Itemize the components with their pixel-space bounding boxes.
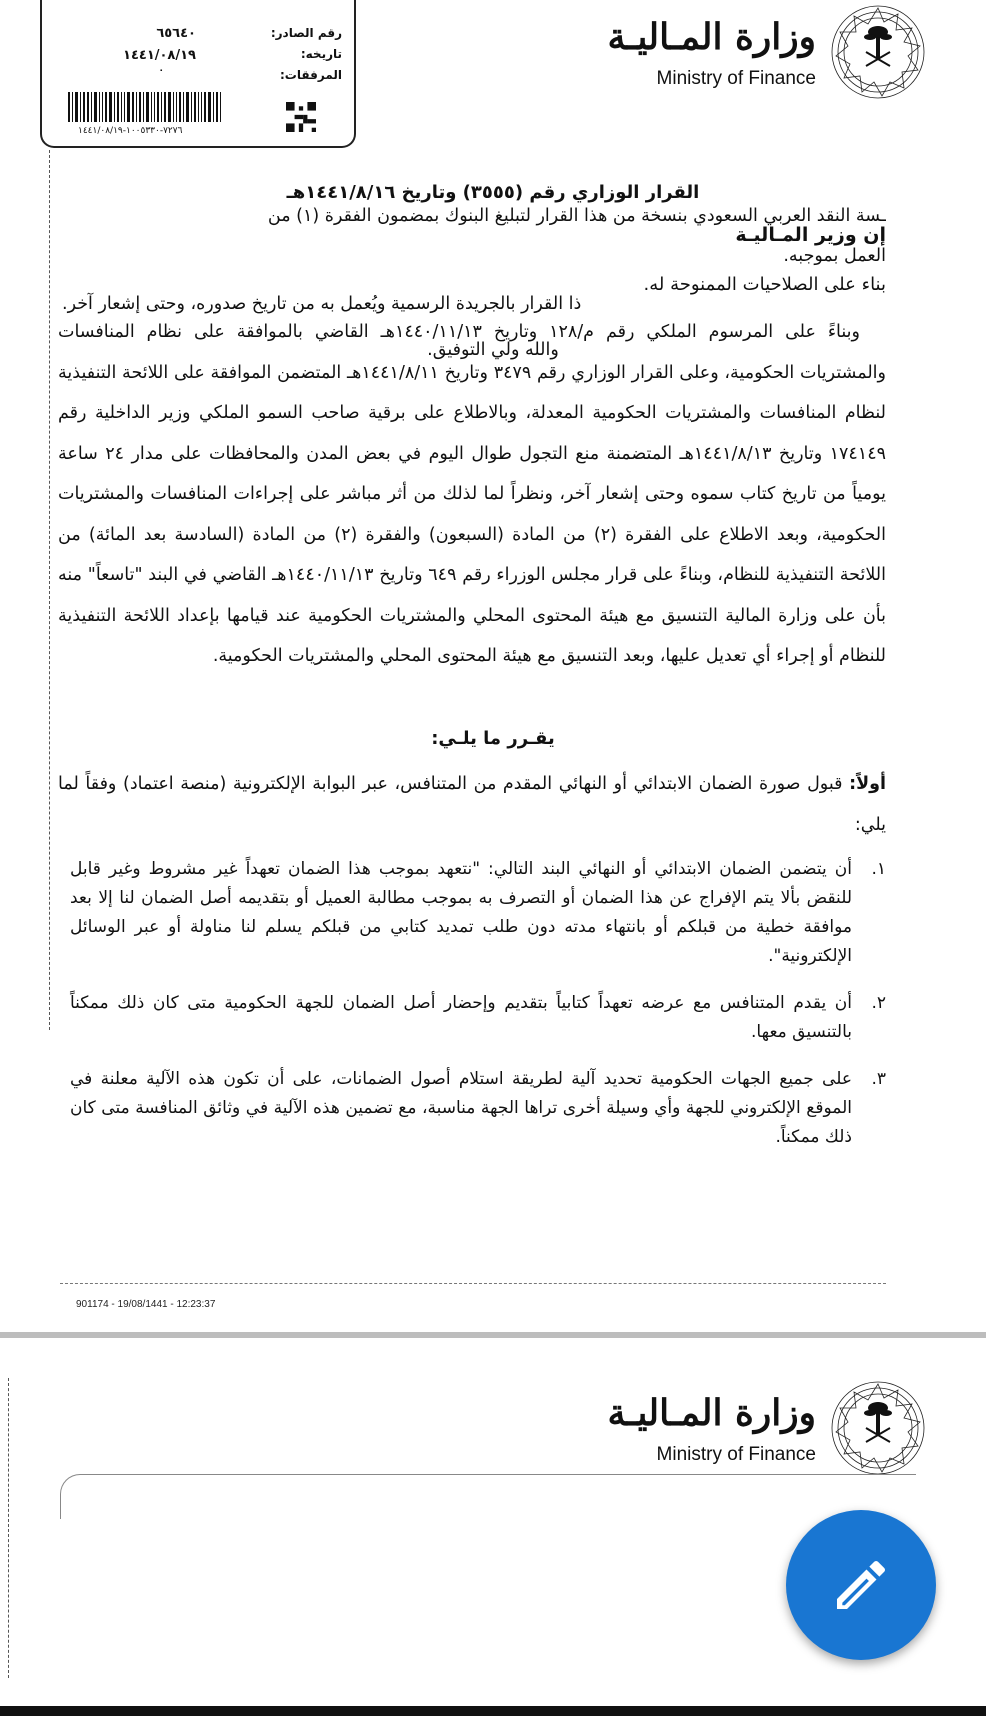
ministry-name-arabic: وزارة المـاليـة [607,16,816,58]
page2-line-2: العمل بموجبه. [783,246,886,266]
preamble-paragraph: وبناءً على المرسوم الملكي رقم م/١٢٨ وتاريخ ١٤٤٠/١١/١٣هـ القاضي بالموافقة على نظام المنافسات والمشتريات الحكومية، وعلى القرار الوزاري رقم ٣٤٧٩ وتاريخ ١٤٤١/٨/١١هـ المتضمن الموافقة على اللائحة التنفيذية لنظام المنافسات والمشتريات الحكومية المعدلة، وبالاطلاع على برقية صاحب السمو الملكي وزير الداخلية رقم ١٧٤١٤٩ وتاريخ ١٤٤١/٨/١٣هـ المتضمنة منع التجول طوال اليوم في بعض المدن والمحافظات على مدار ٢٤ ساعة يومياً من تاريخ كتاب سموه وحتى إشعار آخر، ونظراً لما لذلك من أثر مباشر على إجراءات المنافسات والمشتريات الحكومية، وبعد الاطلاع على الفقرة (٢) من المادة (السبعون) والفقرة (٢) من المادة (السادسة بعد المائة) من اللائحة التنفيذية للنظام، وبناءً على قرار مجلس الوزراء رقم ٦٤٩ وتاريخ ١٤٤٠/١١/١٣هـ القاضي في البند "تاسعاً" منه بأن على وزارة المالية التنسيق مع هيئة المحتوى المحلي والمشتريات الحكومية عند قيامها بإعداد اللائحة التنفيذية للنظام أو إجراء أي تعديل عليها، وبعد التنسيق مع هيئة المحتوى المحلي والمشتريات الحكومية. [58,322,886,666]
list-item-text: أن يتضمن الضمان الابتدائي أو النهائي البند التالي: "نتعهد بموجب هذا الضمان تعهداً غير مشروط وغير قابل للنقض بألا يتم الإفراج عن هذا الضمان أو التصرف به بموجب مطالبة العميل أو بتقديمه أصل الضمان لنا إلا بعد موافقة خطية من قبلكم أو بانتهاء مدته دون طلب تمديد كتابي من قبلكم يسلم لنا مناولة أو عبر الوسائل الإلكترونية". [70,859,852,966]
list-item-number: ٣. [871,1069,886,1089]
minister-heading: إن وزير المـاليـة [735,224,886,246]
margin-rule [8,1378,9,1678]
page2-line-1: ـسة النقد العربي السعودي بنسخة من هذا القرار لتبليغ البنوك بمضمون الفقرة (١) من [267,206,886,226]
frame-line [60,1474,916,1519]
page2-line-3: ذا القرار بالجريدة الرسمية ويُعمل به من تاريخ صدوره، وحتى إشعار آخر. [62,294,582,314]
ministry-name-english: Ministry of Finance [656,1444,816,1465]
attachments-label: المرفقات: [280,68,342,82]
list-item [70,855,886,971]
list-item-text: على جميع الجهات الحكومية تحديد آلية لطريقة استلام أصول الضمانات، على أن تكون هذه الآلية معلنة في الموقع الإلكتروني للجهة وأي وسيلة أخرى تراها الجهة مناسبة، مع تضمين هذه الآلية في وثائق المنافسة متى كان ذلك ممكناً. [70,1069,852,1147]
article-first-label: أولاً: [849,774,886,794]
qr-code-icon [286,102,316,132]
ministry-logo [598,2,928,102]
saudi-emblem-icon [828,2,928,102]
list-item-number: ١. [871,859,886,879]
decision-title: القرار الوزاري رقم (٣٥٥٥) وتاريخ ١٤٤١/٨/١٦هـ [286,182,700,203]
ref-number-label: رقم الصادر: [270,26,342,40]
edit-fab-button[interactable] [786,1510,936,1660]
list-item [70,989,886,1047]
conditions-list [70,855,886,1170]
bottom-bar [0,1706,986,1716]
ref-number-value: ٦٥٦٤٠ [156,26,196,41]
list-item-text: أن يقدم المتنافس مع عرضه تعهداً كتابياً بتقديم وإحضار أصل الضمان للجهة الحكومية متى كان ذلك ممكناً بالتنسيق معها. [70,993,852,1042]
ref-date-value: ١٤٤١/٠٨/١٩ [123,48,196,63]
article-first-text: قبول صورة الضمان الابتدائي أو النهائي المقدم من المتنافس، عبر البوابة الإلكترونية (منصة اعتماد) وفقاً لما يلي: [58,774,886,835]
ministry-logo [598,1378,928,1478]
decides-heading: يقـرر ما يلـي: [431,728,555,749]
intro-line: بناء على الصلاحيات الممنوحة له. [643,274,886,295]
article-first [58,764,886,845]
attachments-value: ٠ [158,66,164,76]
list-item-number: ٢. [871,993,886,1013]
barcode-icon [68,92,258,122]
reference-stamp [40,0,356,148]
list-item [70,1065,886,1152]
margin-rule [49,150,50,1030]
saudi-emblem-icon [828,1378,928,1478]
barcode-text: ٧٢٧٦-١٠٠٥٣٣٠-١٤٤١/٠٨/١٩ [78,126,183,136]
ministry-name-arabic: وزارة المـاليـة [607,1392,816,1434]
closing-line: والله ولي التوفيق. [427,340,559,360]
ref-date-label: تاريخه: [300,47,342,61]
edit-pencil-icon [829,1553,893,1617]
document-id: 901174 - 19/08/1441 - 12:23:37 [76,1299,216,1310]
footer-rule [60,1283,886,1284]
ministry-name-english: Ministry of Finance [656,68,816,89]
